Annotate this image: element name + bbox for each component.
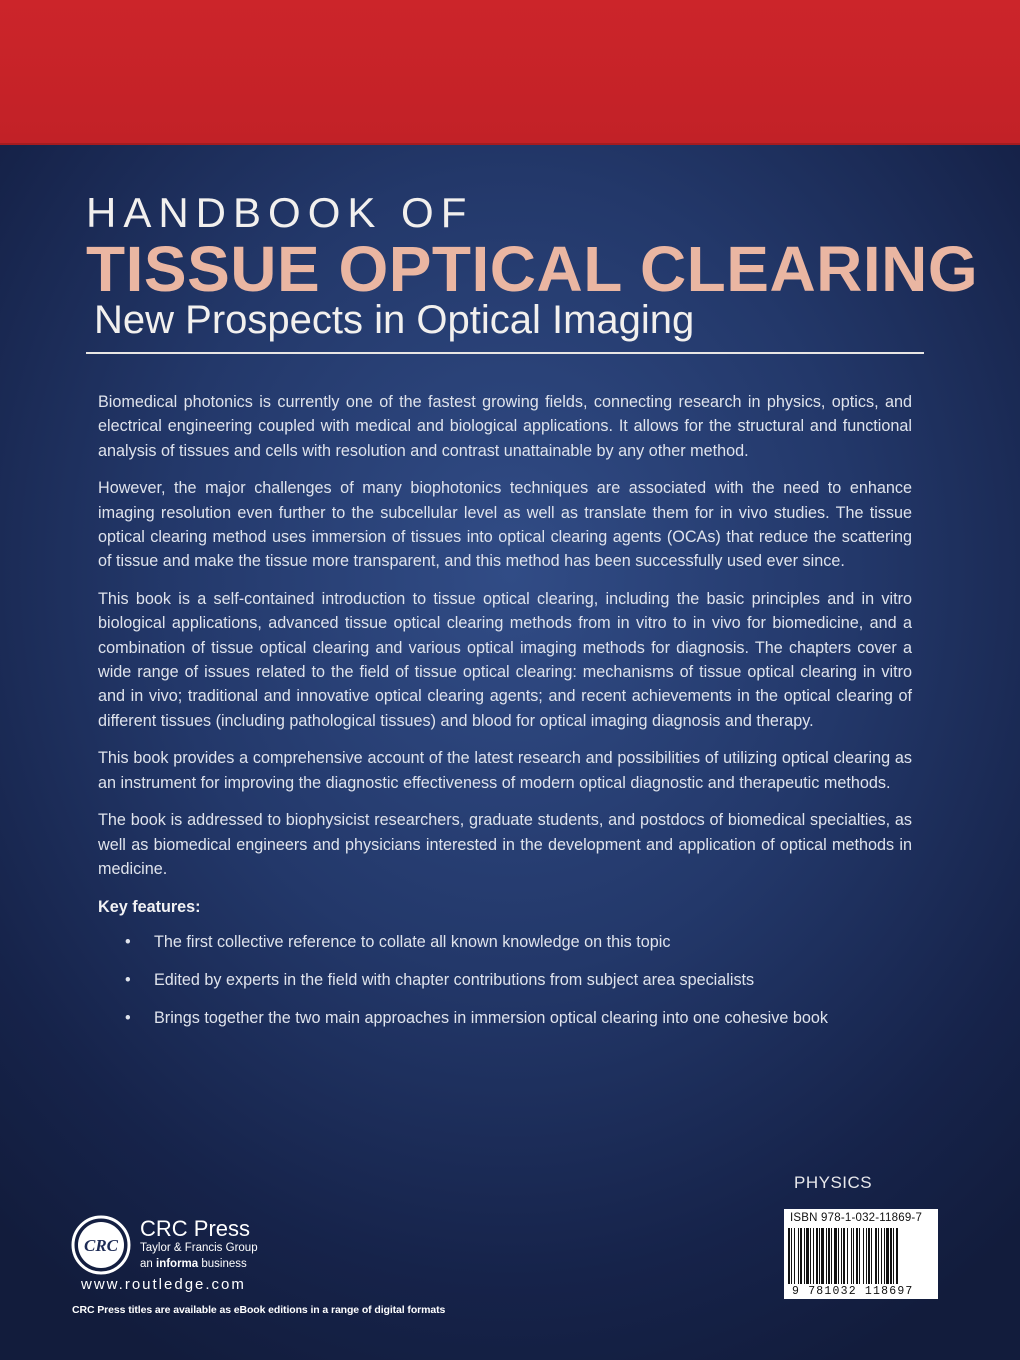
publisher-group: Taylor & Francis Group	[140, 1242, 258, 1254]
blurb-paragraph: The book is addressed to biophysicist researchers, graduate students, and postdocs of biomedical specialties, as well as biomedical engineers and physicians interested in the development and application of optical methods in medicine.	[98, 811, 912, 878]
publisher-business	[140, 1258, 247, 1270]
business-brand: informa	[156, 1258, 199, 1270]
business-suffix: business	[201, 1258, 247, 1270]
blurb	[98, 390, 912, 1044]
blurb-paragraph: This book provides a comprehensive account of the latest research and possibilities of utilizing optical clearing as an instrument for improving the diagnostic effectiveness of modern optical diagnostic and therapeutic methods.	[98, 749, 912, 792]
title-divider	[86, 352, 924, 354]
blurb-paragraph: This book is a self-contained introduction to tissue optical clearing, including the basic principles and in vitro biological applications, advanced tissue optical clearing methods from in vitro to in vivo for biomedicine, and a combination of tissue optical clearing and various optical imaging methods for diagnosis. The chapters cover a wide range of issues related to the field of tissue optical clearing: mechanisms of tissue optical clearing in vitro and in vivo; traditional and innovative optical clearing agents; and recent achievements in the optical clearing of different tissues (including pathological tissues) and blood for optical imaging diagnosis and therapy.	[98, 589, 912, 730]
bullet-icon: •	[125, 1008, 131, 1027]
bullet-icon: •	[125, 970, 131, 989]
key-feature-text: Edited by experts in the field with chapter contributions from subject area specialists	[154, 970, 755, 989]
blurb-paragraph: However, the major challenges of many biophotonics techniques are associated with the need to enhance imaging resolution even further to the subcellular level as well as translate them for in vivo studies. The tissue optical clearing method uses immersion of tissues into optical clearing agents (OCAs) that reduce the scattering of tissue and make the tissue more transparent, and this method has been successfully used ever since.	[98, 479, 912, 571]
isbn-barcode	[784, 1209, 938, 1299]
crc-logo-icon	[70, 1214, 134, 1276]
key-feature-item	[98, 930, 912, 954]
ean-digits: 9 781032 118697	[792, 1285, 914, 1298]
title-prefix: HANDBOOK OF	[86, 189, 474, 236]
business-prefix: an	[140, 1258, 153, 1270]
bullet-icon: •	[125, 932, 131, 951]
key-feature-item	[98, 1006, 912, 1030]
crc-logo-text: CRC	[83, 1236, 119, 1255]
key-features-heading: Key features:	[98, 898, 201, 917]
barcode-icon	[788, 1228, 934, 1286]
isbn-label: ISBN 978-1-032-11869-7	[790, 1212, 923, 1224]
key-features-list	[98, 930, 912, 1030]
book-subtitle: New Prospects in Optical Imaging	[94, 298, 695, 342]
key-feature-text: The first collective reference to collate all known knowledge on this topic	[154, 932, 671, 951]
key-feature-text: Brings together the two main approaches in immersion optical clearing into one cohesive book	[154, 1008, 828, 1027]
publisher-name: CRC Press	[140, 1216, 251, 1241]
book-title: TISSUE OPTICAL CLEARING	[86, 233, 979, 305]
ebook-footnote: CRC Press titles are available as eBook editions in a range of digital formats	[72, 1304, 446, 1316]
key-feature-item	[98, 968, 912, 992]
publisher-website: www.routledge.com	[81, 1276, 246, 1293]
top-red-band	[0, 0, 1020, 145]
blurb-paragraph: Biomedical photonics is currently one of the fastest growing fields, connecting research in physics, optics, and electrical engineering coupled with medical and biological applications. It allows for the structural and functional analysis of tissues and cells with resolution and contrast unattainable by any other method.	[98, 393, 912, 460]
subject-category: PHYSICS	[794, 1173, 873, 1192]
